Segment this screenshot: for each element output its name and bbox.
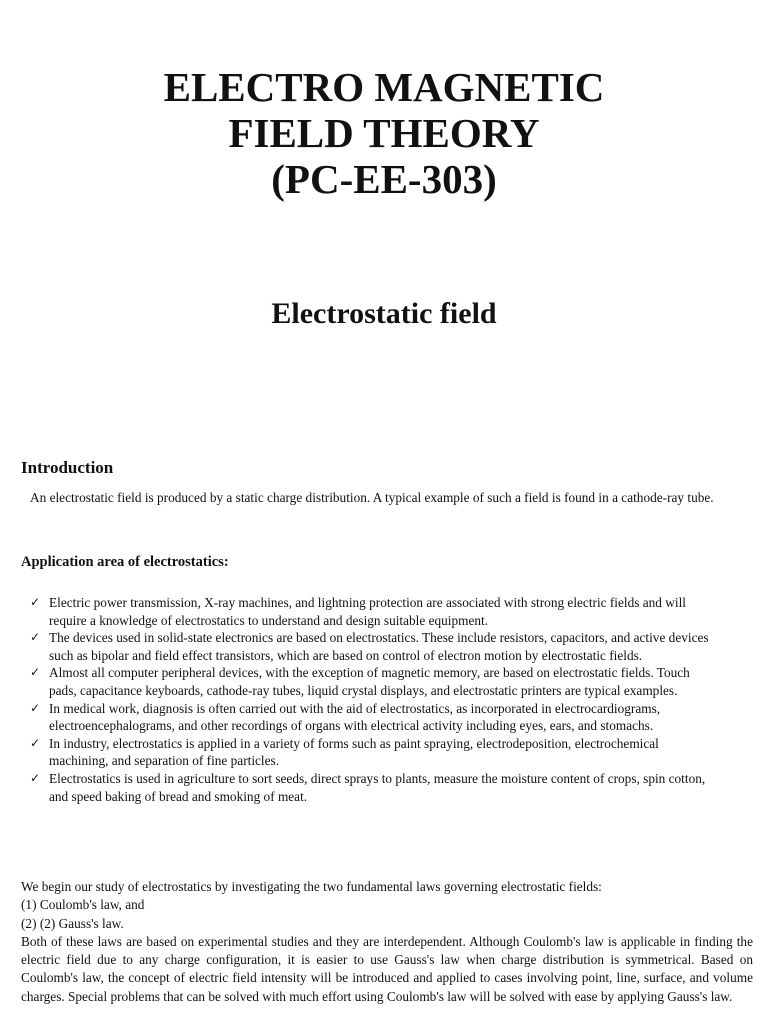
applications-heading: Application area of electrostatics: (21, 554, 229, 570)
list-item-text: Almost all computer peripheral devices, with the exception of magnetic memory, are based on electrostatic fields. Touch pads, capacitance keyboards, cathode-ray tubes, liquid crystal displays, and electrostatic printers are typical examples. (49, 665, 690, 698)
list-item-text: In industry, electrostatics is applied in a variety of forms such as paint spraying, electrodeposition, electrochemical machining, and separation of fine particles. (49, 735, 659, 769)
introduction-text: An electrostatic field is produced by a static charge distribution. A typical example of such a field is found in a cathode-ray tube. (30, 490, 714, 505)
list-item (30, 594, 716, 629)
law-item: (1) Coulomb's law, and (21, 897, 145, 913)
section-title: Electrostatic field (271, 297, 497, 330)
list-item (30, 700, 716, 735)
check-mark-icon: ✓ (30, 770, 41, 785)
list-item-text: The devices used in solid-state electronics are based on electrostatics. These include resistors, capacitors, and active devices such as bipolar and field effect transistors, which are based on control of electron motion by electrostatic fields. (49, 630, 709, 663)
list-item-text: In medical work, diagnosis is often carried out with the aid of electrostatics, as incorporated in electrocardiograms, electroencephalograms, and other recordings of organs with electrical activity including eyes, ears, and stomachs. (49, 700, 661, 734)
introduction-heading: Introduction (21, 458, 114, 477)
document-title (0, 64, 768, 202)
closing-section (21, 878, 753, 1006)
list-item (30, 664, 716, 699)
check-mark-icon: ✓ (30, 700, 41, 715)
list-item (30, 770, 716, 805)
list-item-text: Electrostatics is used in agriculture to sort seeds, direct sprays to plants, measure the moisture content of crops, spin cotton, and speed baking of bread and smoking of meat. (49, 770, 706, 804)
list-item (30, 629, 716, 664)
check-mark-icon: ✓ (30, 630, 41, 645)
closing-text: Both of these laws are based on experimental studies and they are interdependent. Although Coulomb's law is applicable in finding the electric field due to any charge configuration, it is easier to use Gauss's law when charge distribution is symmetrical. Based on Coulomb's law, the concept of electric field intensity will be introduced and applied to cases involving point, line, surface, and volume charges. Special problems that can be solved with much effort using Coulomb's law will be solved with ease by applying Gauss's law. (21, 933, 753, 1004)
check-mark-icon: ✓ (30, 595, 41, 609)
title-line: ELECTRO MAGNETIC (163, 64, 605, 110)
closing-lead: We begin our study of electrostatics by investigating the two fundamental laws governing electrostatic fields: (21, 879, 602, 894)
list-item-text: Electric power transmission, X-ray machines, and lightning protection are associated with strong electric fields and will require a knowledge of electrostatics to understand and design suitable equipment. (49, 595, 686, 628)
title-line: FIELD THEORY (228, 110, 540, 156)
law-item: (2) (2) Gauss's law. (21, 915, 124, 931)
list-item (30, 735, 716, 770)
check-mark-icon: ✓ (30, 665, 41, 680)
check-mark-icon: ✓ (30, 735, 41, 750)
title-line: (PC-EE-303) (271, 156, 497, 202)
applications-list (30, 594, 716, 805)
